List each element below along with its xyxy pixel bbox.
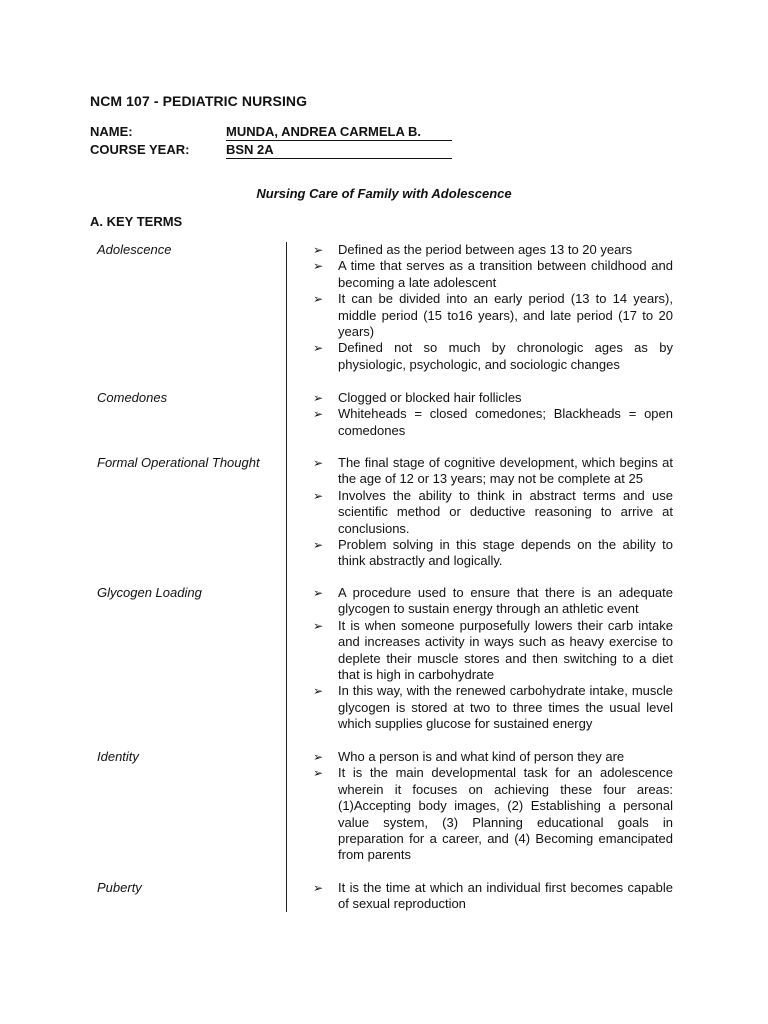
- arrow-bullet-icon: ➢: [313, 538, 324, 553]
- definition-item: ➢ Who a person is and what kind of person they are: [313, 749, 625, 764]
- definition-item: ➢ In this way, with the renewed carbohydrate intake, muscle glycogen is stored at two to three times the usual level which supplies glucose for sustained energy: [313, 683, 673, 732]
- definition-item: ➢ It is the main developmental task for an adolescence wherein it focuses on achieving these four areas: (1)Accepting body images, (2) Establishing a personal value system, (3) Planning educational goals in preparation for a career, and (4) Becoming emancipated from parents: [313, 765, 673, 863]
- arrow-bullet-icon: ➢: [313, 766, 324, 781]
- arrow-bullet-icon: ➢: [313, 488, 324, 503]
- definitions-adolescence: [313, 242, 673, 373]
- column-divider: [286, 242, 287, 912]
- arrow-bullet-icon: ➢: [313, 243, 324, 257]
- definitions-glycogen-loading: [313, 585, 673, 733]
- course-year-value: BSN 2A: [226, 142, 452, 159]
- section-heading: A. KEY TERMS: [90, 214, 183, 229]
- course-year-label: COURSE YEAR:: [90, 142, 190, 157]
- arrow-bullet-icon: ➢: [313, 881, 324, 895]
- arrow-bullet-icon: ➢: [313, 586, 324, 600]
- arrow-bullet-icon: ➢: [313, 407, 324, 422]
- definition-item: ➢ It is the time at which an individual first becomes capable of sexual reproduction: [313, 880, 673, 912]
- arrow-bullet-icon: ➢: [313, 750, 324, 764]
- definition-item: ➢ A procedure used to ensure that there is an adequate glycogen to sustain energy through an athletic event: [313, 585, 673, 617]
- arrow-bullet-icon: ➢: [313, 684, 324, 699]
- arrow-bullet-icon: ➢: [313, 341, 324, 356]
- name-value: MUNDA, ANDREA CARMELA B.: [226, 124, 452, 141]
- definition-item: ➢ Defined not so much by chronologic ages as by physiologic, psychologic, and sociologic changes: [313, 340, 673, 372]
- term-puberty: Puberty: [97, 880, 142, 895]
- definition-item: ➢ Whiteheads = closed comedones; Blackheads = open comedones: [313, 406, 673, 438]
- arrow-bullet-icon: ➢: [313, 391, 324, 405]
- term-identity: Identity: [97, 749, 139, 764]
- arrow-bullet-icon: ➢: [313, 259, 324, 274]
- course-title: NCM 107 - PEDIATRIC NURSING: [90, 93, 308, 109]
- document-title: Nursing Care of Family with Adolescence: [256, 186, 512, 201]
- definition-item: ➢ It can be divided into an early period (13 to 14 years), middle period (15 to16 years), and late period (17 to 20 years): [313, 291, 673, 340]
- arrow-bullet-icon: ➢: [313, 618, 324, 633]
- term-comedones: Comedones: [97, 390, 168, 405]
- definitions-comedones: [313, 390, 673, 439]
- name-label: NAME:: [90, 124, 133, 139]
- definition-item: ➢ It is when someone purposefully lowers their carb intake and increases activity in ways such as heavy exercise to deplete their muscle stores and then switching to a diet that is high in carbohydrate: [313, 617, 673, 683]
- term-glycogen-loading: Glycogen Loading: [97, 585, 202, 600]
- term-formal-operational-thought: Formal Operational Thought: [97, 455, 260, 470]
- definitions-identity: [313, 749, 673, 864]
- definitions-puberty: [313, 880, 673, 913]
- definitions-formal-operational-thought: [313, 455, 673, 570]
- definition-item: ➢ Clogged or blocked hair follicles: [313, 390, 522, 405]
- term-adolescence: Adolescence: [97, 242, 172, 257]
- arrow-bullet-icon: ➢: [313, 456, 324, 470]
- definition-item: ➢ The final stage of cognitive development, which begins at the age of 12 or 13 years; may not be complete at 25: [313, 455, 673, 487]
- definition-item: ➢ Problem solving in this stage depends on the ability to think abstractly and logically.: [313, 537, 673, 569]
- definition-item: ➢ Defined as the period between ages 13 to 20 years: [313, 242, 633, 257]
- definition-item: ➢ A time that serves as a transition between childhood and becoming a late adolescent: [313, 258, 673, 290]
- arrow-bullet-icon: ➢: [313, 292, 324, 307]
- definition-item: ➢ Involves the ability to think in abstract terms and use scientific method or deductive reasoning to arrive at conclusions.: [313, 487, 673, 536]
